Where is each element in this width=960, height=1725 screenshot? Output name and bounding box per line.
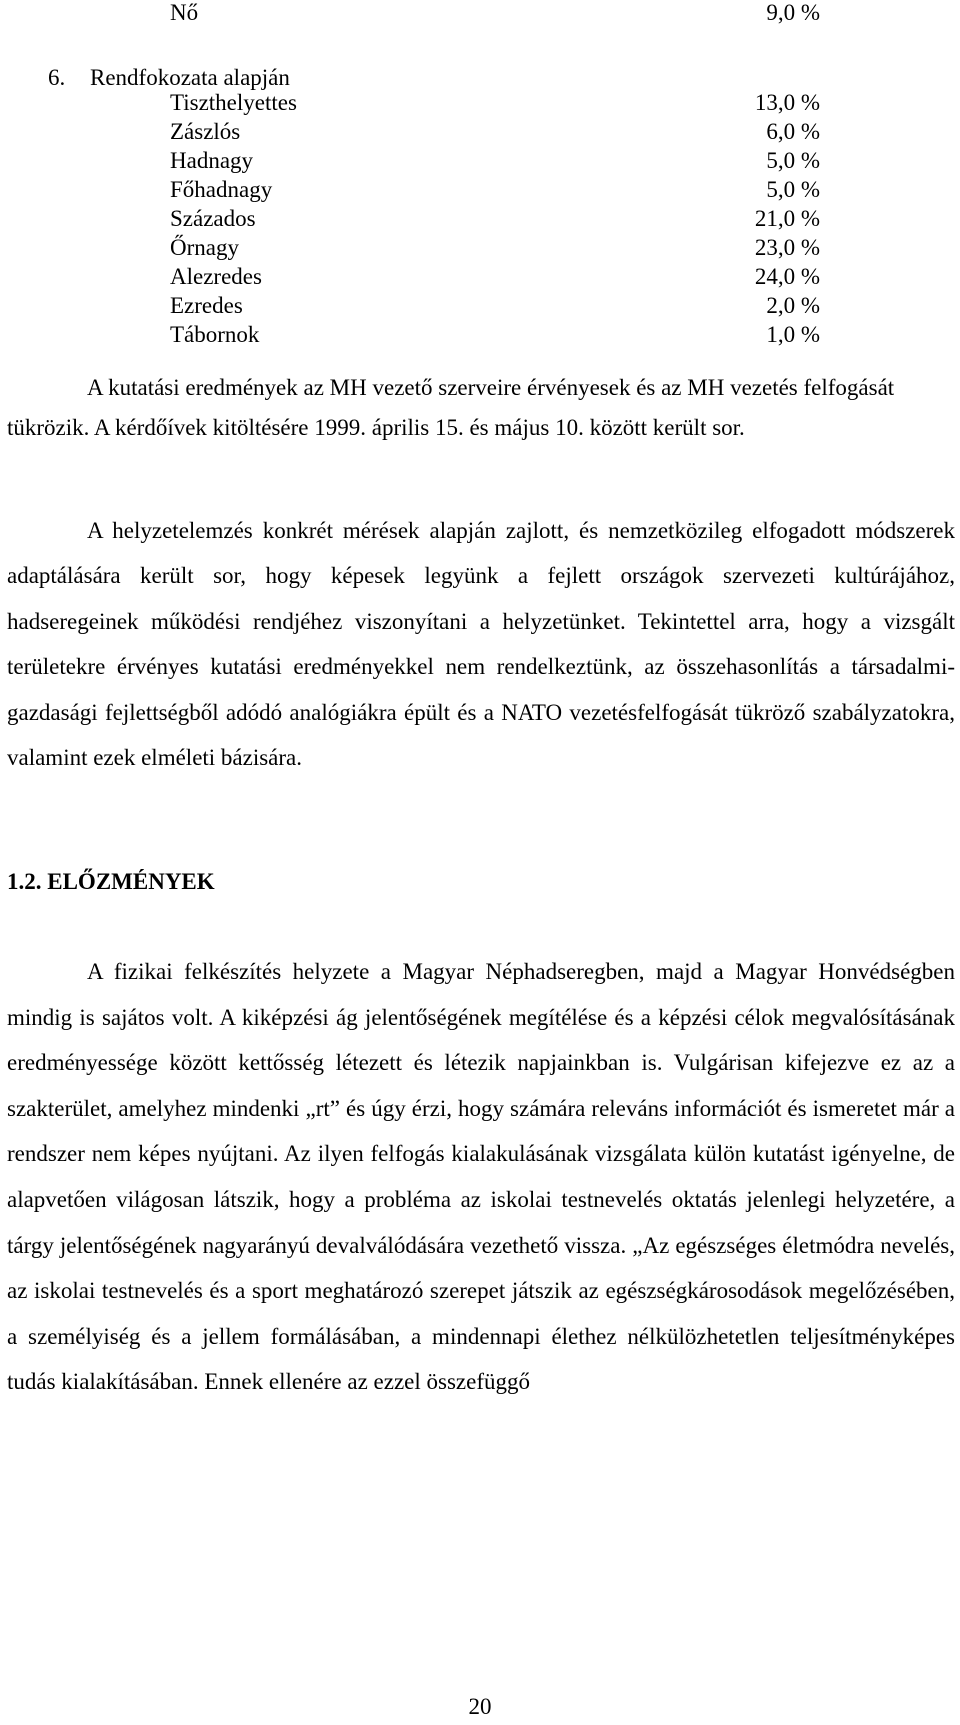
stat-row-ornagy <box>170 232 820 264</box>
stat-label: Ezredes <box>170 293 243 318</box>
stat-value: 5,0 % <box>766 177 820 202</box>
rank-section-number: 6. <box>48 65 66 90</box>
stat-row-hadnagy <box>170 145 820 177</box>
stat-value: 21,0 % <box>754 206 820 231</box>
stat-row-tabornok <box>170 319 820 351</box>
paragraph-research-scope: A kutatási eredmények az MH vezető szerveire érvényesek és az MH vezetés felfogását tükrözik. A kérdőívek kitöltésére 1999. április 15. és május 10. között került sor. <box>7 375 895 440</box>
stat-value: 23,0 % <box>754 235 820 260</box>
stat-value: 9,0 % <box>766 0 820 25</box>
stat-value: 5,0 % <box>766 148 820 173</box>
paragraph-background: A fizikai felkészítés helyzete a Magyar Néphadseregben, majd a Magyar Honvédségben mindig is sajátos volt. A kiképzési ág jelentőségének megítélése és a képzési célok megvalósításának eredményessége között kettősség létezett és létezik napjainkban is. Vulgárisan kifejezve ez az a szakterület, amelyhez mindenki „rt” és úgy érzi, hogy számára releváns információt és ismeretet már a rendszer nem képes nyújtani. Az ilyen felfogás kialakulásának vizsgálata külön kutatást igényelne, de alapvetően világosan látszik, hogy a probléma az iskolai testnevelés oktatás jelenlegi helyzetére, a tárgy jelentőségének nagyarányú devalválódására vezethető vissza. „Az egészséges életmódra nevelés, az iskolai testnevelés és a sport meghatározó szerepet játszik az egészségkárosodások megelőzésében, a személyiség és a jellem formálásában, a mindennapi élethez nélkülözhetetlen teljesítményképes tudás kialakításában. Ennek ellenére az ezzel összefüggő <box>7 959 955 1395</box>
stat-value: 2,0 % <box>766 293 820 318</box>
stat-label: Nő <box>170 0 199 25</box>
stat-label: Főhadnagy <box>170 177 273 202</box>
stat-value: 13,0 % <box>754 90 820 115</box>
stat-row-fohadnagy <box>170 174 820 206</box>
stat-row-zaszlos <box>170 116 820 148</box>
stat-value: 6,0 % <box>766 119 820 144</box>
stat-label: Tiszthelyettes <box>170 90 297 115</box>
stat-label: Százados <box>170 206 256 231</box>
stat-row-no <box>170 0 820 29</box>
stat-row-szazados <box>170 203 820 235</box>
paragraph-situation-analysis: A helyzetelemzés konkrét mérések alapján zajlott, és nemzetközileg elfogadott módszerek adaptálására került sor, hogy képesek legyünk a fejlett országok szervezeti kultúrájához, hadseregeinek működési rendjéhez viszonyítani a helyzetünket. Tekintettel arra, hogy a vizsgált területekre érvényes kutatási eredményekkel nem rendelkeztünk, az összehasonlítás a társadalmi-gazdasági fejlettségből adódó analógiákra épült és a NATO vezetésfelfogását tükröző szabályzatokra, valamint ezek elméleti bázisára. <box>7 518 955 771</box>
stat-label: Őrnagy <box>170 235 239 260</box>
stat-label: Tábornok <box>170 322 260 347</box>
stat-label: Zászlós <box>170 119 241 144</box>
stat-row-alezredes <box>170 261 820 293</box>
page-number: 20 <box>468 1694 492 1719</box>
stat-row-ezredes <box>170 290 820 322</box>
stat-value: 1,0 % <box>766 322 820 347</box>
stat-row-tiszthelyettes <box>170 87 820 119</box>
rank-section-title: Rendfokozata alapján <box>90 65 290 90</box>
stat-label: Hadnagy <box>170 148 254 173</box>
stat-value: 24,0 % <box>754 264 820 289</box>
stat-label: Alezredes <box>170 264 262 289</box>
section-heading-elozmenyek: 1.2. ELŐZMÉNYEK <box>7 869 215 894</box>
